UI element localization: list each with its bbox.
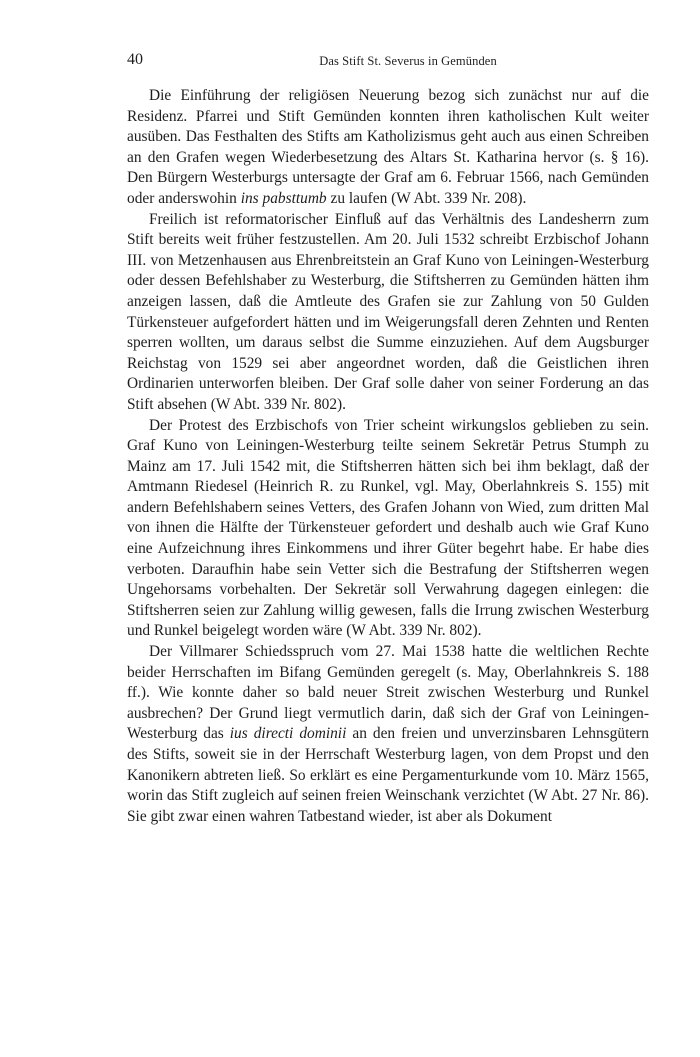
- text-segment: Der Villmarer Schiedsspruch vom 27. Mai 1538 hatte die weltlichen Rechte beider Herrschaften im Bifang Gemünden geregelt (s. May, Oberlahnkreis S. 188 ff.). Wie konnte daher so bald neuer Streit zwischen Westerburg und Runkel ausbrechen? Der Grund liegt vermutlich darin, daß sich der Graf von Leiningen-Westerburg das: [127, 643, 649, 743]
- paragraph: [127, 86, 649, 210]
- text-segment: Die Einführung der religiösen Neuerung bezog sich zunächst nur auf die Residenz. Pfarrei und Stift Gemünden konnten ihren katholischen Kult weiter ausüben. Das Festhalten des Stifts am Katholizismus geht auch aus einen Schreiben an den Grafen wegen Wiederbesetzung des Altars St. Katharina hervor (s. § 16). Den Bürgern Westerburgs untersagte der Graf am 6. Februar 1566, nach Gemünden oder anderswohin: [127, 87, 649, 207]
- text-segment: zu laufen (W Abt. 339 Nr. 208).: [326, 189, 527, 207]
- paragraph: [127, 642, 649, 827]
- text-segment: Der Protest des Erzbischofs von Trier scheint wirkungslos geblieben zu sein. Graf Kuno von Leiningen-Westerburg teilte seinem Sekretär Petrus Stumph zu Mainz am 17. Juli 1542 mit, die Stiftsherren hätten sich bei ihm beklagt, daß der Amtmann Riedesel (Heinrich R. zu Runkel, vgl. May, Oberlahnkreis S. 155) mit andern Befehlshabern seines Vetters, des Grafen Johann von Wied, zum dritten Mal von ihnen die Hälfte der Türkensteuer gefordert und deshalb auch wie Graf Kuno eine Aufzeichnung ihres Einkommens und ihrer Güter begehrt habe. Er habe dies verboten. Daraufhin habe sein Vetter sich die Bestrafung der Stiftsherren wegen Ungehorsams vorbehalten. Der Sekretär soll Verwahrung dagegen einlegen: die Stiftsherren seien zur Zahlung willig gewesen, falls die Irrung zwischen Westerburg und Runkel beigelegt worden wäre (W Abt. 339 Nr. 802).: [127, 416, 649, 640]
- page-header: [127, 50, 649, 72]
- running-title: Das Stift St. Severus in Gemünden: [319, 54, 497, 68]
- italic-phrase: ins pabsttumb: [240, 189, 327, 207]
- body-text: [127, 86, 649, 827]
- italic-phrase: ius directi dominii: [229, 725, 347, 743]
- paragraph: [127, 210, 649, 416]
- text-segment: Freilich ist reformatorischer Einfluß auf das Verhältnis des Landesherrn zum Stift bereits weit früher festzustellen. Am 20. Juli 1532 schreibt Erzbischof Johann III. von Metzenhausen aus Ehrenbreitstein an Graf Kuno von Leiningen-Westerburg oder dessen Befehlshaber zu Westerburg, die Stiftsherren zu Gemünden hätten ihm anzeigen lassen, daß die Amtleute des Grafen sie zur Zahlung von 50 Gulden Türkensteuer aufgefordert hätten und im Weigerungsfall deren Zehnten und Renten sperren wollten, um daraus selbst die Summe einzuziehen. Auf dem Augsburger Reichstag von 1529 sei aber angeordnet worden, daß die Geistlichen ihren Ordinarien unterworfen bleiben. Der Graf solle daher von seiner Forderung an das Stift absehen (W Abt. 339 Nr. 802).: [127, 210, 649, 413]
- text-segment: an den freien und unverzinsbaren Lehnsgütern des Stifts, soweit sie in der Herrschaft Westerburg lagen, von dem Propst und den Kanonikern abtreten ließ. So erklärt es eine Pergamenturkunde vom 10. März 1565, worin das Stift zugleich auf seinen freien Weinschank verzichtet (W Abt. 27 Nr. 86). Sie gibt zwar einen wahren Tatbestand wieder, ist aber als Dokument: [127, 725, 649, 825]
- page-number: 40: [127, 51, 143, 68]
- paragraph: [127, 416, 649, 643]
